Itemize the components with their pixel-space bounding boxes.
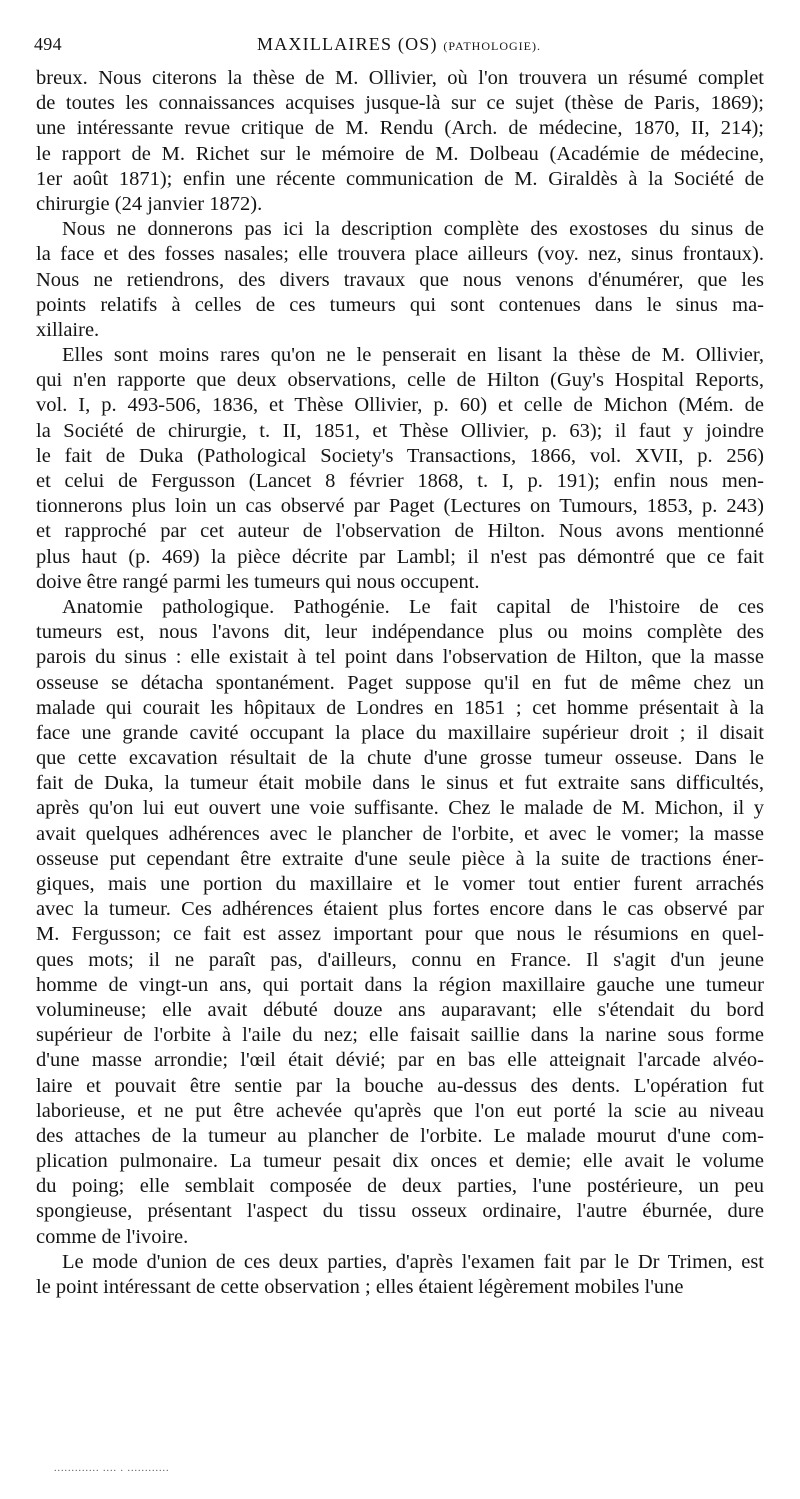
text-line: osseuse se détacha spontanément. Paget suppose qu'il en fut de même chez un [36, 671, 764, 694]
running-title: MAXILLAIRES (OS) [257, 34, 438, 54]
text-line: le point intéressant de cette observation ; elles étaient légèrement mobiles l'une [36, 1276, 684, 1298]
text-line: tumeurs est, nous l'avons dit, leur indépendance plus ou moins complète des [36, 621, 764, 644]
text-line: chirurgie (24 janvier 1872). [36, 192, 263, 215]
text-line: d'une masse arrondie; l'œil était dévié; par en bas elle atteignait l'arcade alvéo- [36, 1049, 764, 1072]
page-header [34, 34, 764, 60]
text-line: tionnerons plus loin un cas observé par Paget (Lectures on Tumours, 1853, p. 243) [36, 495, 764, 518]
text-line: la face et des fosses nasales; elle trouvera place ailleurs (voy. nez, sinus frontaux). [36, 243, 764, 266]
text-line: ques mots; il ne paraît pas, d'ailleurs, connu en France. Il s'agit d'un jeune [36, 948, 764, 971]
text-line: giques, mais une portion du maxillaire et le vomer tout entier furent arrachés [36, 873, 764, 895]
body-text [36, 66, 764, 1300]
text-line: laire et pouvait être sentie par la bouche au-dessus des dents. L'opération fut [36, 1074, 764, 1097]
text-line: volumineuse; elle avait débuté douze ans auparavant; elle s'étendait du bord [36, 998, 764, 1021]
text-line: 1er août 1871); enfin une récente communication de M. Giraldès à la Société de [36, 167, 764, 190]
text-line: points relatifs à celles de ces tumeurs qui sont contenues dans le sinus ma- [36, 293, 764, 316]
running-section: (PATHOLOGIE). [443, 39, 541, 53]
text-line: laborieuse, et ne put être achevée qu'après que l'on eut porté la scie au niveau [36, 1099, 764, 1122]
text-line: face une grande cavité occupant la place du maxillaire supérieur droit ; il disait [36, 721, 764, 744]
text-line: et rapproché par cet auteur de l'observation de Hilton. Nous avons mentionné [36, 520, 764, 543]
text-line: Anatomie pathologique. Pathogénie. Le fait capital de l'histoire de ces [62, 595, 764, 618]
text-line: xillaire. [36, 318, 100, 341]
text-line: le rapport de M. Richet sur le mémoire de M. Dolbeau (Académie de médecine, [36, 142, 764, 165]
text-line: de toutes les connaissances acquises jusque-là sur ce sujet (thèse de Paris, 1869); [36, 92, 764, 115]
text-line: fait de Duka, la tumeur était mobile dans le sinus et fut extraite sans difficultés, [36, 772, 764, 795]
text-line: vol. I, p. 493-506, 1836, et Thèse Ollivier, p. 60) et celle de Michon (Mém. de [36, 394, 764, 417]
text-line: avec la tumeur. Ces adhérences étaient plus fortes encore dans le cas observé par [36, 898, 764, 921]
text-line: qui n'en rapporte que deux observations, celle de Hilton (Guy's Hospital Reports, [36, 369, 764, 392]
text-line: Nous ne retiendrons, des divers travaux que nous venons d'énumérer, que les [36, 268, 764, 291]
text-line: et celui de Fergusson (Lancet 8 février 1868, t. I, p. 191); enfin nous men- [36, 470, 764, 492]
text-line: Le mode d'union de ces deux parties, d'après l'examen fait par le Dr Trimen, est [62, 1250, 764, 1273]
text-line: plus haut (p. 469) la pièce décrite par Lambl; il n'est pas démontré que ce fait [36, 545, 764, 568]
text-line: la Société de chirurgie, t. II, 1851, et Thèse Ollivier, p. 63); il faut y joindre [36, 419, 764, 442]
text-line: que cette excavation résultait de la chute d'une grosse tumeur osseuse. Dans le [36, 747, 764, 770]
text-line: supérieur de l'orbite à l'aile du nez; elle faisait saillie dans la narine sous forme [36, 1024, 764, 1047]
text-line: osseuse put cependant être extraite d'une seule pièce à la suite de tractions éner- [36, 847, 764, 870]
page-number: 494 [34, 34, 62, 54]
text-line: M. Fergusson; ce fait est assez important pour que nous le résumions en quel- [36, 923, 764, 946]
running-head [34, 34, 764, 55]
text-line: avait quelques adhérences avec le plancher de l'orbite, et avec le vomer; la masse [36, 822, 764, 845]
text-line: du poing; elle semblait composée de deux parties, l'une postérieure, un peu [36, 1175, 764, 1198]
text-line: Elles sont moins rares qu'on ne le penserait en lisant la thèse de M. Ollivier, [62, 344, 764, 367]
text-line: plication pulmonaire. La tumeur pesait dix onces et demie; elle avait le volume [36, 1150, 764, 1173]
text-line: Nous ne donnerons pas ici la description complète des exostoses du sinus de [62, 218, 764, 241]
text-line: homme de vingt-un ans, qui portait dans la région maxillaire gauche une tumeur [36, 973, 764, 996]
text-line: spongieuse, présentant l'aspect du tissu osseux ordinaire, l'autre éburnée, dure [36, 1200, 764, 1223]
text-line: des attaches de la tumeur au plancher de l'orbite. Le malade mourut d'une com- [36, 1124, 764, 1147]
text-line: comme de l'ivoire. [36, 1225, 189, 1248]
text-line: parois du sinus : elle existait à tel point dans l'observation de Hilton, que la masse [36, 646, 764, 669]
text-line: après qu'on lui eut ouvert une voie suffisante. Chez le malade de M. Michon, il y [36, 797, 764, 820]
text-line: doive être rangé parmi les tumeurs qui nous occupent. [36, 570, 480, 593]
footer-dots: ............. .... . ............ [54, 1463, 170, 1474]
text-line: breux. Nous citerons la thèse de M. Ollivier, où l'on trouvera un résumé complet [36, 67, 764, 89]
text-line: malade qui courait les hôpitaux de Londres en 1851 ; cet homme présentait à la [36, 696, 764, 719]
text-line: une intéressante revue critique de M. Rendu (Arch. de médecine, 1870, II, 214); [36, 117, 764, 140]
text-line: le fait de Duka (Pathological Society's Transactions, 1866, vol. XVII, p. 256) [36, 444, 764, 467]
